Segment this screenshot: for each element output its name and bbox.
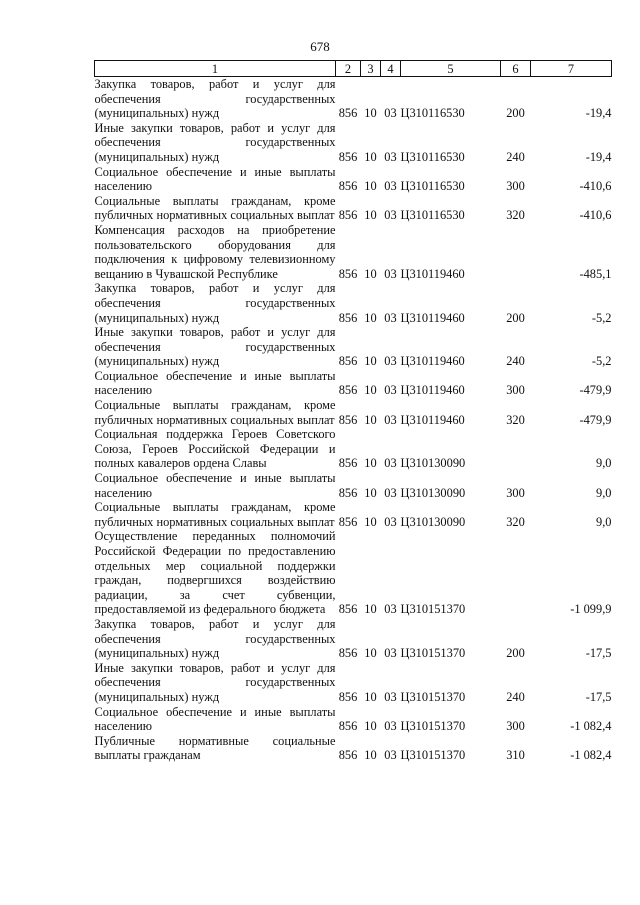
row-target-article-cell: Ц310116530 — [400, 208, 465, 223]
row-subsection-cell: 03 — [384, 149, 397, 164]
row-section-cell: 10 — [364, 456, 377, 471]
row-section-cell: 10 — [364, 310, 377, 325]
row-subsection-cell: 03 — [384, 719, 397, 734]
row-subsection-cell: 03 — [384, 208, 397, 223]
row-target-article-cell: Ц310119460 — [400, 412, 465, 427]
row-section-cell: 10 — [364, 748, 377, 763]
row-subsection-cell: 03 — [384, 179, 397, 194]
row-code-admin-cell: 856 — [338, 719, 358, 734]
table-header-row — [95, 61, 612, 77]
table-row — [95, 500, 612, 529]
row-amount-cell: -410,6 — [579, 208, 612, 223]
row-expense-type-cell: 240 — [506, 689, 525, 704]
row-amount-cell: -1 082,4 — [570, 748, 612, 763]
table-row — [95, 369, 612, 398]
table-row — [95, 77, 612, 121]
row-subsection-cell: 03 — [384, 485, 397, 500]
row-amount-cell: -1 099,9 — [570, 602, 612, 617]
row-section-cell: 10 — [364, 719, 377, 734]
row-code-admin-cell: 856 — [338, 412, 358, 427]
row-name-cell: Социальное обеспечение и иные выплаты населению — [94, 164, 336, 194]
table-body — [95, 77, 612, 763]
row-subsection-cell: 03 — [384, 456, 397, 471]
row-amount-cell: -410,6 — [579, 179, 612, 194]
row-name-cell: Социальные выплаты гражданам, кроме публичных нормативных социальных выплат — [94, 398, 336, 427]
row-section-cell: 10 — [364, 514, 377, 529]
row-target-article-cell: Ц310151370 — [400, 719, 466, 734]
table-row — [95, 734, 612, 763]
row-subsection-cell: 03 — [384, 354, 397, 369]
row-subsection-cell: 03 — [384, 514, 397, 529]
row-name-cell: Компенсация расходов на приобретение пользовательского оборудования для подключения к цифровому телевизионному вещанию в Чувашской Республике — [94, 222, 336, 281]
column-header-4: 4 — [381, 61, 401, 77]
row-subsection-cell: 03 — [384, 748, 397, 763]
row-section-cell: 10 — [364, 179, 377, 194]
row-section-cell: 10 — [364, 106, 377, 121]
row-code-admin-cell: 856 — [338, 646, 358, 661]
row-target-article-cell: Ц310151370 — [400, 602, 466, 617]
column-header-6: 6 — [501, 61, 531, 77]
row-name-cell: Социальная поддержка Героев Советского Союза, Героев Российской Федерации и полных кавалеров ордена Славы — [94, 427, 336, 471]
row-amount-cell: -1 082,4 — [570, 719, 612, 734]
row-code-admin-cell: 856 — [338, 266, 358, 281]
row-name-cell: Социальное обеспечение и иные выплаты населению — [94, 704, 336, 734]
table-row — [95, 705, 612, 734]
row-name-cell: Закупка товаров, работ и услуг для обеспечения государственных (муниципальных) нужд — [94, 616, 336, 661]
row-name-cell: Закупка товаров, работ и услуг для обеспечения государственных (муниципальных) нужд — [94, 281, 336, 325]
row-subsection-cell: 03 — [384, 646, 397, 661]
row-name-cell: Социальное обеспечение и иные выплаты населению — [94, 471, 336, 500]
row-expense-type-cell — [501, 529, 531, 617]
row-code-admin-cell: 856 — [338, 689, 358, 704]
row-section-cell: 10 — [364, 149, 377, 164]
row-code-admin-cell: 856 — [338, 310, 358, 325]
column-header-7: 7 — [531, 61, 612, 77]
table-row — [95, 617, 612, 661]
row-target-article-cell: Ц310130090 — [400, 485, 466, 500]
table-row — [95, 165, 612, 194]
table-row — [95, 398, 612, 427]
row-subsection-cell: 03 — [384, 310, 397, 325]
row-expense-type-cell: 320 — [506, 514, 525, 529]
row-section-cell: 10 — [364, 354, 377, 369]
row-amount-cell: -479,9 — [579, 383, 612, 398]
table-row — [95, 325, 612, 369]
column-header-2: 2 — [336, 61, 361, 77]
row-code-admin-cell: 856 — [338, 354, 358, 369]
row-section-cell: 10 — [364, 485, 377, 500]
row-expense-type-cell: 200 — [506, 646, 525, 661]
row-expense-type-cell: 300 — [506, 179, 525, 194]
row-name-cell: Осуществление переданных полномочий Российской Федерации по предоставлению отдельных мер социальной поддержки граждан, подвергшихся воздействию радиации, за счет субвенции, предоставляемой из федерального бюджета — [94, 529, 336, 617]
row-target-article-cell: Ц310130090 — [400, 514, 466, 529]
row-code-admin-cell: 856 — [338, 485, 358, 500]
row-amount-cell: 9,0 — [596, 514, 612, 529]
row-subsection-cell: 03 — [384, 383, 397, 398]
column-header-1: 1 — [95, 61, 336, 77]
table-row — [95, 529, 612, 617]
row-section-cell: 10 — [364, 689, 377, 704]
row-expense-type-cell: 320 — [506, 412, 525, 427]
row-target-article-cell: Ц310119460 — [400, 266, 465, 281]
table-row — [95, 471, 612, 500]
page-number: 678 — [310, 39, 330, 54]
row-expense-type-cell: 320 — [506, 208, 525, 223]
row-amount-cell: -17,5 — [585, 646, 612, 661]
row-target-article-cell: Ц310130090 — [400, 456, 466, 471]
table-row — [95, 661, 612, 705]
row-target-article-cell: Ц310119460 — [400, 383, 465, 398]
row-name-cell: Публичные нормативные социальные выплаты гражданам — [94, 733, 336, 763]
row-target-article-cell: Ц310151370 — [400, 646, 466, 661]
row-section-cell: 10 — [364, 266, 377, 281]
row-name-cell: Иные закупки товаров, работ и услуг для обеспечения государственных (муниципальных) нужд — [94, 325, 336, 369]
row-name-cell: Закупка товаров, работ и услуг для обеспечения государственных (муниципальных) нужд — [94, 77, 336, 121]
row-target-article-cell: Ц310151370 — [400, 748, 466, 763]
row-name-cell: Иные закупки товаров, работ и услуг для обеспечения государственных (муниципальных) нужд — [94, 660, 336, 704]
row-code-admin-cell: 856 — [338, 383, 358, 398]
row-target-article-cell: Ц310119460 — [400, 354, 465, 369]
column-header-3: 3 — [361, 61, 381, 77]
table-row — [95, 121, 612, 165]
row-name-cell: Социальные выплаты гражданам, кроме публичных нормативных социальных выплат — [94, 500, 336, 529]
row-expense-type-cell: 300 — [506, 485, 525, 500]
row-subsection-cell: 03 — [384, 602, 397, 617]
column-header-5: 5 — [401, 61, 501, 77]
row-expense-type-cell: 300 — [506, 383, 525, 398]
row-amount-cell: -19,4 — [585, 106, 612, 121]
budget-table — [94, 60, 612, 763]
table-row — [95, 223, 612, 281]
row-subsection-cell: 03 — [384, 689, 397, 704]
row-expense-type-cell: 240 — [506, 149, 525, 164]
row-amount-cell: -479,9 — [579, 412, 612, 427]
row-target-article-cell: Ц310116530 — [400, 106, 465, 121]
row-section-cell: 10 — [364, 646, 377, 661]
row-section-cell: 10 — [364, 383, 377, 398]
row-name-cell: Социальное обеспечение и иные выплаты населению — [94, 368, 336, 398]
row-code-admin-cell: 856 — [338, 208, 358, 223]
row-code-admin-cell: 856 — [338, 514, 358, 529]
row-code-admin-cell: 856 — [338, 456, 358, 471]
row-amount-cell: -485,1 — [579, 266, 612, 281]
row-amount-cell: -19,4 — [585, 149, 612, 164]
row-section-cell: 10 — [364, 602, 377, 617]
row-subsection-cell: 03 — [384, 412, 397, 427]
row-name-cell: Иные закупки товаров, работ и услуг для обеспечения государственных (муниципальных) нужд — [94, 120, 336, 164]
row-code-admin-cell: 856 — [338, 179, 358, 194]
row-expense-type-cell — [501, 427, 531, 471]
table-row — [95, 281, 612, 325]
row-amount-cell: 9,0 — [596, 485, 612, 500]
row-expense-type-cell: 300 — [506, 719, 525, 734]
row-target-article-cell: Ц310119460 — [400, 310, 465, 325]
row-code-admin-cell: 856 — [338, 748, 358, 763]
row-expense-type-cell — [501, 223, 531, 281]
table-row — [95, 427, 612, 471]
row-amount-cell: -5,2 — [591, 354, 612, 369]
row-expense-type-cell: 240 — [506, 354, 525, 369]
row-target-article-cell: Ц310116530 — [400, 179, 465, 194]
row-section-cell: 10 — [364, 208, 377, 223]
row-subsection-cell: 03 — [384, 266, 397, 281]
row-amount-cell: 9,0 — [596, 456, 612, 471]
row-code-admin-cell: 856 — [338, 602, 358, 617]
row-target-article-cell: Ц310151370 — [400, 689, 466, 704]
row-code-admin-cell: 856 — [338, 106, 358, 121]
row-target-article-cell: Ц310116530 — [400, 149, 465, 164]
row-amount-cell: -17,5 — [585, 689, 612, 704]
row-subsection-cell: 03 — [384, 106, 397, 121]
row-amount-cell: -5,2 — [591, 310, 612, 325]
row-expense-type-cell: 310 — [506, 748, 525, 763]
table-row — [95, 194, 612, 223]
row-name-cell: Социальные выплаты гражданам, кроме публичных нормативных социальных выплат — [94, 193, 336, 223]
row-code-admin-cell: 856 — [338, 149, 358, 164]
row-expense-type-cell: 200 — [506, 310, 525, 325]
row-section-cell: 10 — [364, 412, 377, 427]
row-expense-type-cell: 200 — [506, 106, 525, 121]
